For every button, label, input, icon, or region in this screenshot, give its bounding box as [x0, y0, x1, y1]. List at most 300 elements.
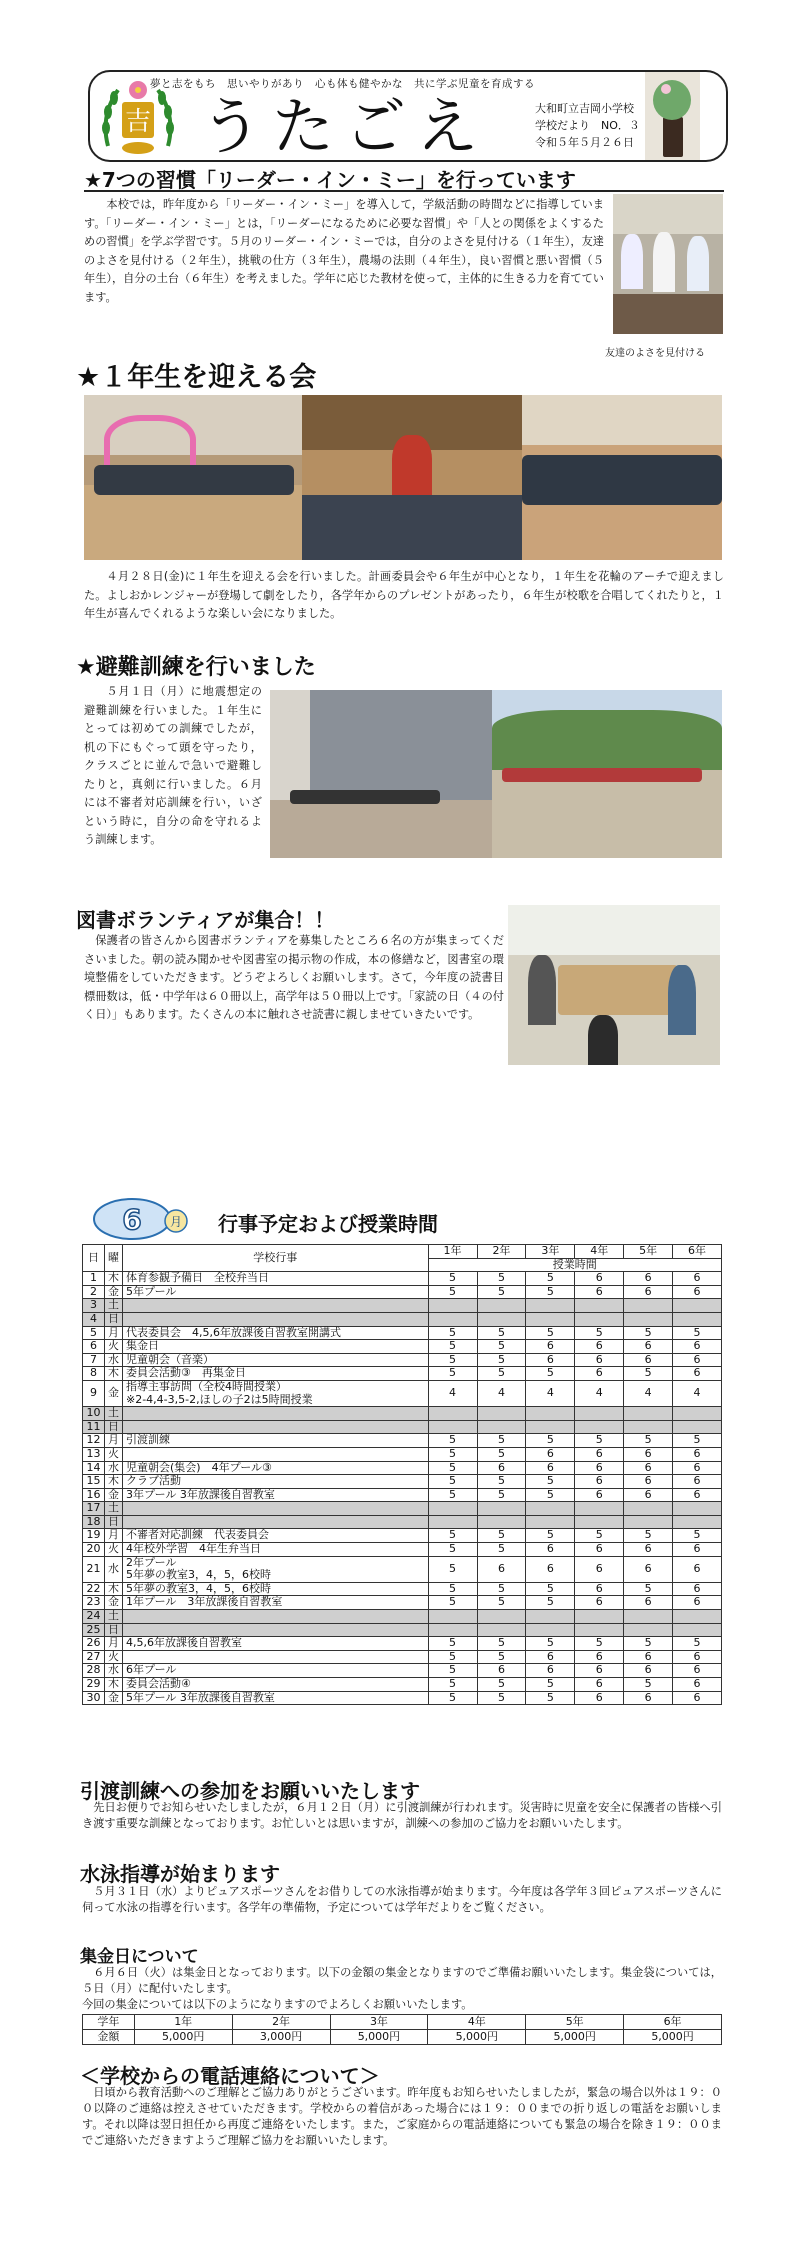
schedule-weekday: 水: [104, 1556, 122, 1582]
schedule-weekday: 火: [104, 1543, 122, 1557]
schedule-event: [122, 1556, 428, 1582]
schedule-hours-grade1: 4: [428, 1380, 477, 1406]
schedule-weekday: 日: [104, 1312, 122, 1326]
notice4-body: 日頃から教育活動へのご理解とご協力ありがとうございます。昨年度もお知らせいたしましたが，緊急の場合以外は１９：００以降のご連絡は控えさせていただきます。学校からの着信があった場合には１９：００までの折り返しの電話をお願いします。それ以降は翌日担任から再度ご連絡をいたします。また，ご家庭からの電話連絡についても緊急の場合を除き１９：００までご連絡いただきますようご理解ご協力をお願いいたします。: [82, 2086, 722, 2147]
schedule-weekday: 土: [104, 1299, 122, 1313]
fee-amount-row: [83, 2030, 722, 2045]
schedule-hours-grade4: 6: [575, 1461, 624, 1475]
schedule-hours-grade5: 6: [624, 1285, 673, 1299]
schedule-hours-grade4: 5: [575, 1326, 624, 1340]
schedule-day: 12: [83, 1434, 105, 1448]
schedule-event-line: 児童朝会(集会) 4年プール③: [125, 1460, 272, 1474]
col-header-event: 学校行事: [122, 1245, 428, 1272]
schedule-hours-grade3: 5: [526, 1367, 575, 1381]
schedule-hours-grade3: 5: [526, 1475, 575, 1489]
schedule-hours-grade6: 6: [673, 1447, 722, 1461]
col-header-grade4: 4年: [575, 1245, 624, 1259]
schedule-hours-grade6: [673, 1610, 722, 1624]
schedule-row: [83, 1691, 722, 1705]
schedule-event: [122, 1312, 428, 1326]
schedule-hours-grade5: 6: [624, 1340, 673, 1354]
schedule-weekday: 土: [104, 1502, 122, 1516]
col-header-grade5: 5年: [624, 1245, 673, 1259]
schedule-hours-grade6: 6: [673, 1272, 722, 1286]
schedule-day: 10: [83, 1407, 105, 1421]
schedule-hours-grade2: 5: [477, 1367, 526, 1381]
article3-heading: ★避難訓練を行いました: [76, 655, 316, 680]
schedule-hours-grade2: 5: [477, 1596, 526, 1610]
schedule-hours-grade3: 5: [526, 1285, 575, 1299]
schedule-hours-grade3: 5: [526, 1678, 575, 1692]
schedule-event: [122, 1650, 428, 1664]
schedule-hours-grade3: [526, 1420, 575, 1434]
schedule-day: 11: [83, 1420, 105, 1434]
schedule-hours-grade6: 6: [673, 1367, 722, 1381]
schedule-hours-grade2: [477, 1515, 526, 1529]
schedule-hours-grade6: [673, 1515, 722, 1529]
schedule-hours-grade6: 4: [673, 1380, 722, 1406]
schedule-row: [83, 1650, 722, 1664]
schedule-weekday: 月: [104, 1434, 122, 1448]
schedule-hours-grade1: [428, 1515, 477, 1529]
schedule-day: 7: [83, 1353, 105, 1367]
schedule-hours-grade1: 5: [428, 1691, 477, 1705]
schedule-hours-grade3: 5: [526, 1488, 575, 1502]
schedule-hours-grade2: [477, 1502, 526, 1516]
schedule-hours-grade2: 5: [477, 1529, 526, 1543]
schedule-hours-grade4: 6: [575, 1556, 624, 1582]
schedule-event: [122, 1664, 428, 1678]
schedule-row: [83, 1367, 722, 1381]
schedule-event: [122, 1678, 428, 1692]
schedule-hours-grade1: 5: [428, 1556, 477, 1582]
divider: [84, 190, 724, 192]
schedule-hours-grade3: 5: [526, 1637, 575, 1651]
schedule-hours-grade1: [428, 1610, 477, 1624]
schedule-hours-grade3: 6: [526, 1447, 575, 1461]
schedule-hours-grade5: [624, 1502, 673, 1516]
schedule-weekday: 月: [104, 1529, 122, 1543]
schedule-event-line: 不審者対応訓練 代表委員会: [125, 1528, 269, 1542]
schedule-day: 6: [83, 1340, 105, 1354]
article2-heading: ★１年生を迎える会: [76, 362, 317, 393]
article1-body: 本校では，昨年度から「リーダー・イン・ミー」を導入して，学級活動の時間などに指導しています。「リーダー・イン・ミー」とは，「リーダーになるために必要な習慣」や「人との関係をよくするための習慣」を学ぶ学習です。５月のリーダー・イン・ミーでは，自分のよさを見付ける（１年生），友達のよさを見付ける（２年生），挑戦の仕方（３年生），農場の法則（４年生），良い習慣と悪い習慣（５年生），自分の土台（６年生）を考えました。学年に応じた教材を使って，主体的に生きる力を育てています。: [84, 198, 604, 304]
schedule-hours-grade4: 6: [575, 1367, 624, 1381]
schedule-hours-grade5: [624, 1407, 673, 1421]
schedule-row: [83, 1623, 722, 1637]
schedule-row: [83, 1353, 722, 1367]
schedule-hours-grade5: 6: [624, 1556, 673, 1582]
schedule-event: [122, 1447, 428, 1461]
schedule-hours-grade4: 6: [575, 1488, 624, 1502]
schedule-day: 25: [83, 1623, 105, 1637]
schedule-hours-grade6: 6: [673, 1353, 722, 1367]
schedule-day: 21: [83, 1556, 105, 1582]
schedule-row: [83, 1529, 722, 1543]
schedule-hours-grade1: [428, 1407, 477, 1421]
schedule-event: [122, 1340, 428, 1354]
schedule-hours-grade2: 6: [477, 1461, 526, 1475]
schedule-hours-grade3: 6: [526, 1353, 575, 1367]
schedule-hours-grade3: 5: [526, 1272, 575, 1286]
schedule-title: 行事予定および授業時間: [218, 1212, 438, 1236]
schedule-hours-grade2: 5: [477, 1637, 526, 1651]
schedule-hours-grade2: 5: [477, 1285, 526, 1299]
schedule-row: [83, 1447, 722, 1461]
schedule-day: 3: [83, 1299, 105, 1313]
schedule-day: 16: [83, 1488, 105, 1502]
schedule-event: [122, 1488, 428, 1502]
schedule-day: 14: [83, 1461, 105, 1475]
schedule-hours-grade4: 6: [575, 1678, 624, 1692]
schedule-weekday: 月: [104, 1637, 122, 1651]
schedule-hours-grade2: [477, 1312, 526, 1326]
schedule-weekday: 金: [104, 1380, 122, 1406]
schedule-hours-grade4: 6: [575, 1340, 624, 1354]
schedule-event: [122, 1272, 428, 1286]
schedule-event-line: 委員会活動④: [125, 1677, 191, 1690]
schedule-hours-grade6: 6: [673, 1596, 722, 1610]
schedule-hours-grade5: 5: [624, 1434, 673, 1448]
schedule-weekday: 月: [104, 1326, 122, 1340]
schedule-hours-grade1: 5: [428, 1367, 477, 1381]
schedule-hours-grade2: 5: [477, 1650, 526, 1664]
col-header-day: 日: [83, 1245, 105, 1272]
schedule-weekday: 金: [104, 1285, 122, 1299]
schedule-weekday: 水: [104, 1353, 122, 1367]
schedule-hours-grade3: [526, 1407, 575, 1421]
schedule-row: [83, 1299, 722, 1313]
schedule-hours-grade1: [428, 1502, 477, 1516]
schedule-day: 18: [83, 1515, 105, 1529]
schedule-weekday: 金: [104, 1596, 122, 1610]
schedule-hours-grade3: 6: [526, 1556, 575, 1582]
schedule-event-line: 児童朝会（音楽）: [125, 1352, 214, 1366]
fee-amount-grade6: 5,000円: [624, 2030, 722, 2045]
schedule-hours-grade5: 5: [624, 1678, 673, 1692]
schedule-hours-grade4: 6: [575, 1447, 624, 1461]
schedule-hours-grade6: [673, 1299, 722, 1313]
schedule-hours-grade3: 5: [526, 1434, 575, 1448]
schedule-event: [122, 1582, 428, 1596]
schedule-hours-grade1: 5: [428, 1461, 477, 1475]
schedule-weekday: 木: [104, 1272, 122, 1286]
schedule-weekday: 木: [104, 1582, 122, 1596]
schedule-hours-grade5: 6: [624, 1488, 673, 1502]
schedule-event: [122, 1434, 428, 1448]
schedule-hours-grade6: 6: [673, 1340, 722, 1354]
article4-body: 保護者の皆さんから図書ボランティアを募集したところ６名の方が集まってくださいました。朝の読み聞かせや図書室の掲示物の作成，本の修繕など，図書室の環境整備をしていただきます。どうぞよろしくお願いします。さて，今年度の読書目標冊数は，低・中学年は６０冊以上，高学年は５０冊以上です。「家読の日（４の付く日）」もあります。たくさんの本に触れさせ読書に親しませていきたいです。: [84, 934, 504, 1021]
schedule-hours-grade1: 5: [428, 1543, 477, 1557]
schedule-hours-grade2: [477, 1420, 526, 1434]
schedule-day: 17: [83, 1502, 105, 1516]
school-motto: 夢と志をもち 思いやりがあり 心も体も健やかな 共に学ぶ児童を育成する: [150, 78, 535, 90]
schedule-event-line: 代表委員会 4,5,6年放課後自習教室開講式: [125, 1325, 341, 1339]
schedule-hours-grade1: 5: [428, 1434, 477, 1448]
schedule-hours-grade4: 6: [575, 1272, 624, 1286]
notice2-heading: 水泳指導が始まります: [80, 1862, 280, 1886]
schedule-row: [83, 1515, 722, 1529]
notice3-heading: 集金日について: [80, 1947, 199, 1967]
schedule-hours-grade6: [673, 1623, 722, 1637]
schedule-hours-grade3: [526, 1502, 575, 1516]
schedule-hours-grade6: 6: [673, 1678, 722, 1692]
col-header-weekday: 曜: [104, 1245, 122, 1272]
schedule-hours-grade6: [673, 1407, 722, 1421]
schedule-day: 8: [83, 1367, 105, 1381]
schedule-event: [122, 1367, 428, 1381]
fee-header-grade4: 4年: [428, 2015, 526, 2030]
schedule-day: 30: [83, 1691, 105, 1705]
schedule-event: [122, 1623, 428, 1637]
fee-header-grade6: 6年: [624, 2015, 722, 2030]
schedule-hours-grade5: 6: [624, 1650, 673, 1664]
notice4-heading: ＜学校からの電話連絡について＞: [80, 2064, 380, 2088]
schedule-event-line: 指導主事訪問（全校4時間授業）: [125, 1379, 287, 1393]
schedule-hours-grade1: 5: [428, 1582, 477, 1596]
schedule-day: 1: [83, 1272, 105, 1286]
schedule-hours-grade5: 5: [624, 1529, 673, 1543]
schedule-hours-grade3: 6: [526, 1543, 575, 1557]
schedule-hours-grade4: [575, 1623, 624, 1637]
schedule-day: 22: [83, 1582, 105, 1596]
schedule-event: [122, 1515, 428, 1529]
schedule-event: [122, 1326, 428, 1340]
schedule-event: [122, 1691, 428, 1705]
schedule-hours-grade2: 6: [477, 1556, 526, 1582]
schedule-hours-grade2: 5: [477, 1543, 526, 1557]
schedule-hours-grade4: 6: [575, 1664, 624, 1678]
evacuation-photo-1: [270, 690, 492, 858]
schedule-weekday: 日: [104, 1420, 122, 1434]
schedule-row: [83, 1582, 722, 1596]
schedule-hours-grade6: [673, 1312, 722, 1326]
month-suffix: 月: [169, 1215, 183, 1229]
schedule-hours-grade3: [526, 1515, 575, 1529]
schedule-hours-grade4: 5: [575, 1434, 624, 1448]
notice1-body: 先日お便りでお知らせいたしましたが，６月１２日（月）に引渡訓練が行われます。災害時に児童を安全に保護者の皆様へ引き渡す重要な訓練となっております。お忙しいとは思いますが，訓練への参加のご協力をお願いいたします。: [82, 1801, 722, 1830]
schedule-hours-grade2: 5: [477, 1678, 526, 1692]
schedule-event-line: 1年プール 3年放課後自習教室: [125, 1595, 283, 1609]
schedule-hours-grade6: 5: [673, 1529, 722, 1543]
schedule-hours-grade2: 5: [477, 1434, 526, 1448]
schedule-hours-grade5: [624, 1623, 673, 1637]
schedule-event-line: 委員会活動③ 再集金日: [125, 1366, 246, 1380]
schedule-hours-grade1: [428, 1420, 477, 1434]
schedule-row: [83, 1461, 722, 1475]
schedule-hours-grade5: 5: [624, 1637, 673, 1651]
schedule-hours-grade1: 5: [428, 1340, 477, 1354]
schedule-hours-grade5: 6: [624, 1353, 673, 1367]
schedule-row: [83, 1610, 722, 1624]
schedule-hours-grade4: 4: [575, 1380, 624, 1406]
schedule-hours-grade1: 5: [428, 1285, 477, 1299]
schedule-row: [83, 1380, 722, 1406]
schedule-event-line2: 5年夢の教室3，4，5，6校時: [125, 1568, 271, 1582]
fee-amount-grade2: 3,000円: [232, 2030, 330, 2045]
schedule-event: [122, 1285, 428, 1299]
schedule-row: [83, 1475, 722, 1489]
schedule-weekday: 水: [104, 1461, 122, 1475]
schedule-hours-grade2: 5: [477, 1475, 526, 1489]
schedule-hours-grade3: 5: [526, 1582, 575, 1596]
schedule-event-line: 5年夢の教室3，4，5，6校時: [125, 1581, 271, 1595]
schedule-event-line2: ※2-4,4-3,5-2,ほしの子2は5時間授業: [125, 1392, 313, 1406]
schedule-hours-grade2: [477, 1407, 526, 1421]
notice3-body2: 今回の集金については以下のようになりますのでよろしくお願いいたします。: [82, 1998, 473, 2011]
article4-heading: 図書ボランティアが集合！！: [76, 908, 335, 932]
schedule-row: [83, 1420, 722, 1434]
schedule-hours-grade1: 5: [428, 1678, 477, 1692]
schedule-event: [122, 1596, 428, 1610]
fee-header-label: 学年: [83, 2015, 135, 2030]
schedule-weekday: 日: [104, 1515, 122, 1529]
schedule-hours-grade6: 6: [673, 1664, 722, 1678]
schedule-hours-grade5: 4: [624, 1380, 673, 1406]
schedule-hours-grade4: 6: [575, 1543, 624, 1557]
schedule-hours-grade5: [624, 1515, 673, 1529]
schedule-weekday: 木: [104, 1475, 122, 1489]
schedule-hours-grade6: 5: [673, 1637, 722, 1651]
schedule-event: [122, 1380, 428, 1406]
schedule-row: [83, 1285, 722, 1299]
schedule-hours-grade6: 6: [673, 1691, 722, 1705]
schedule-hours-grade5: 6: [624, 1461, 673, 1475]
schedule-hours-grade2: 5: [477, 1691, 526, 1705]
schedule-hours-grade4: 6: [575, 1353, 624, 1367]
schedule-hours-grade3: 6: [526, 1461, 575, 1475]
col-header-grade3: 3年: [526, 1245, 575, 1259]
schedule-hours-grade3: 6: [526, 1664, 575, 1678]
schedule-event: [122, 1407, 428, 1421]
schedule-row: [83, 1596, 722, 1610]
schedule-hours-grade6: 6: [673, 1582, 722, 1596]
schedule-hours-grade1: 5: [428, 1637, 477, 1651]
schedule-hours-grade6: 6: [673, 1285, 722, 1299]
schedule-hours-grade4: 6: [575, 1596, 624, 1610]
schedule-day: 20: [83, 1543, 105, 1557]
schedule-hours-grade4: [575, 1420, 624, 1434]
schedule-row: [83, 1272, 722, 1286]
fee-amount-grade3: 5,000円: [330, 2030, 428, 2045]
schedule-hours-grade4: [575, 1502, 624, 1516]
classroom-photo: [613, 194, 723, 334]
schedule-hours-grade6: 5: [673, 1326, 722, 1340]
welcome-event-photo-3: [522, 395, 722, 560]
schedule-event: [122, 1475, 428, 1489]
welcome-event-photo-1: [84, 395, 302, 560]
schedule-hours-grade3: 5: [526, 1596, 575, 1610]
schedule-weekday: 火: [104, 1650, 122, 1664]
schedule-event-line: 5年プール 3年放課後自習教室: [125, 1690, 275, 1704]
schedule-hours-grade1: [428, 1623, 477, 1637]
notice1-heading: 引渡訓練への参加をお願いいたします: [80, 1779, 420, 1803]
fee-header-grade2: 2年: [232, 2015, 330, 2030]
schedule-day: 28: [83, 1664, 105, 1678]
schedule-hours-grade3: 5: [526, 1691, 575, 1705]
schedule-hours-grade3: 5: [526, 1326, 575, 1340]
schedule-hours-grade6: 6: [673, 1475, 722, 1489]
schedule-hours-grade4: [575, 1515, 624, 1529]
schedule-hours-grade5: 6: [624, 1447, 673, 1461]
schedule-hours-grade4: 6: [575, 1582, 624, 1596]
schedule-hours-grade3: [526, 1299, 575, 1313]
schedule-hours-grade4: 6: [575, 1691, 624, 1705]
schedule-hours-grade2: 5: [477, 1582, 526, 1596]
schedule-hours-grade5: [624, 1610, 673, 1624]
schedule-row: [83, 1556, 722, 1582]
schedule-row: [83, 1502, 722, 1516]
schedule-day: 2: [83, 1285, 105, 1299]
schedule-day: 27: [83, 1650, 105, 1664]
schedule-hours-grade2: 5: [477, 1447, 526, 1461]
fee-header-grade5: 5年: [526, 2015, 624, 2030]
schedule-weekday: 火: [104, 1340, 122, 1354]
schedule-hours-grade2: 5: [477, 1353, 526, 1367]
schedule-hours-grade3: 5: [526, 1529, 575, 1543]
schedule-row: [83, 1434, 722, 1448]
schedule-row: [83, 1340, 722, 1354]
library-volunteers-photo: [508, 905, 720, 1065]
schedule-hours-grade2: [477, 1610, 526, 1624]
schedule-hours-grade6: 5: [673, 1434, 722, 1448]
schedule-hours-grade5: 6: [624, 1543, 673, 1557]
schedule-day: 24: [83, 1610, 105, 1624]
schedule-event-line: クラブ活動: [125, 1474, 181, 1488]
schedule-row: [83, 1407, 722, 1421]
schedule-hours-grade1: 5: [428, 1664, 477, 1678]
schedule-row: [83, 1326, 722, 1340]
schedule-hours-grade6: [673, 1502, 722, 1516]
schedule-hours-grade5: 6: [624, 1596, 673, 1610]
fee-amount-grade5: 5,000円: [526, 2030, 624, 2045]
schedule-event: [122, 1461, 428, 1475]
schedule-event: [122, 1543, 428, 1557]
article2-body: ４月２８日(金)に１年生を迎える会を行いました。計画委員会や６年生が中心となり，１年生を花輪のアーチで迎えました。よしおかレンジャーが登場して劇をしたり，各学年からのプレゼントがあったり，６年生が校歌を合唱してくれたりと，１年生が喜んでくれるような楽しい会になりました。: [84, 570, 724, 620]
schedule-event: [122, 1353, 428, 1367]
schedule-hours-grade1: [428, 1299, 477, 1313]
schedule-weekday: 日: [104, 1623, 122, 1637]
header-meta: [535, 100, 640, 151]
schedule-hours-grade3: [526, 1610, 575, 1624]
schedule-day: 26: [83, 1637, 105, 1651]
fee-header-grade1: 1年: [134, 2015, 232, 2030]
fee-table: [82, 2014, 722, 2045]
schedule-hours-grade4: [575, 1312, 624, 1326]
month-badge-icon: [92, 1196, 202, 1242]
schedule-hours-grade1: 5: [428, 1326, 477, 1340]
schedule-event-line: 6年プール: [125, 1663, 177, 1677]
schedule-event-line: 4,5,6年放課後自習教室: [125, 1636, 242, 1650]
schedule-hours-grade4: 6: [575, 1475, 624, 1489]
fee-header-row: [83, 2015, 722, 2030]
schedule-row: [83, 1312, 722, 1326]
fee-amount-label: 金額: [83, 2030, 135, 2045]
school-name: 大和町立吉岡小学校: [535, 102, 634, 115]
schedule-hours-grade5: 6: [624, 1272, 673, 1286]
issue-date: 令和５年５月２６日: [535, 136, 634, 149]
schedule-hours-grade1: 5: [428, 1447, 477, 1461]
flower-arrangement-photo: [645, 72, 700, 160]
schedule-hours-grade4: 5: [575, 1637, 624, 1651]
schedule-hours-grade2: 5: [477, 1340, 526, 1354]
schedule-hours-grade1: 5: [428, 1475, 477, 1489]
issue-number: 学校だより NO．３: [535, 119, 640, 132]
schedule-hours-grade5: 5: [624, 1582, 673, 1596]
schedule-hours-grade4: 5: [575, 1529, 624, 1543]
schedule-hours-grade2: 5: [477, 1488, 526, 1502]
schedule-weekday: 木: [104, 1678, 122, 1692]
